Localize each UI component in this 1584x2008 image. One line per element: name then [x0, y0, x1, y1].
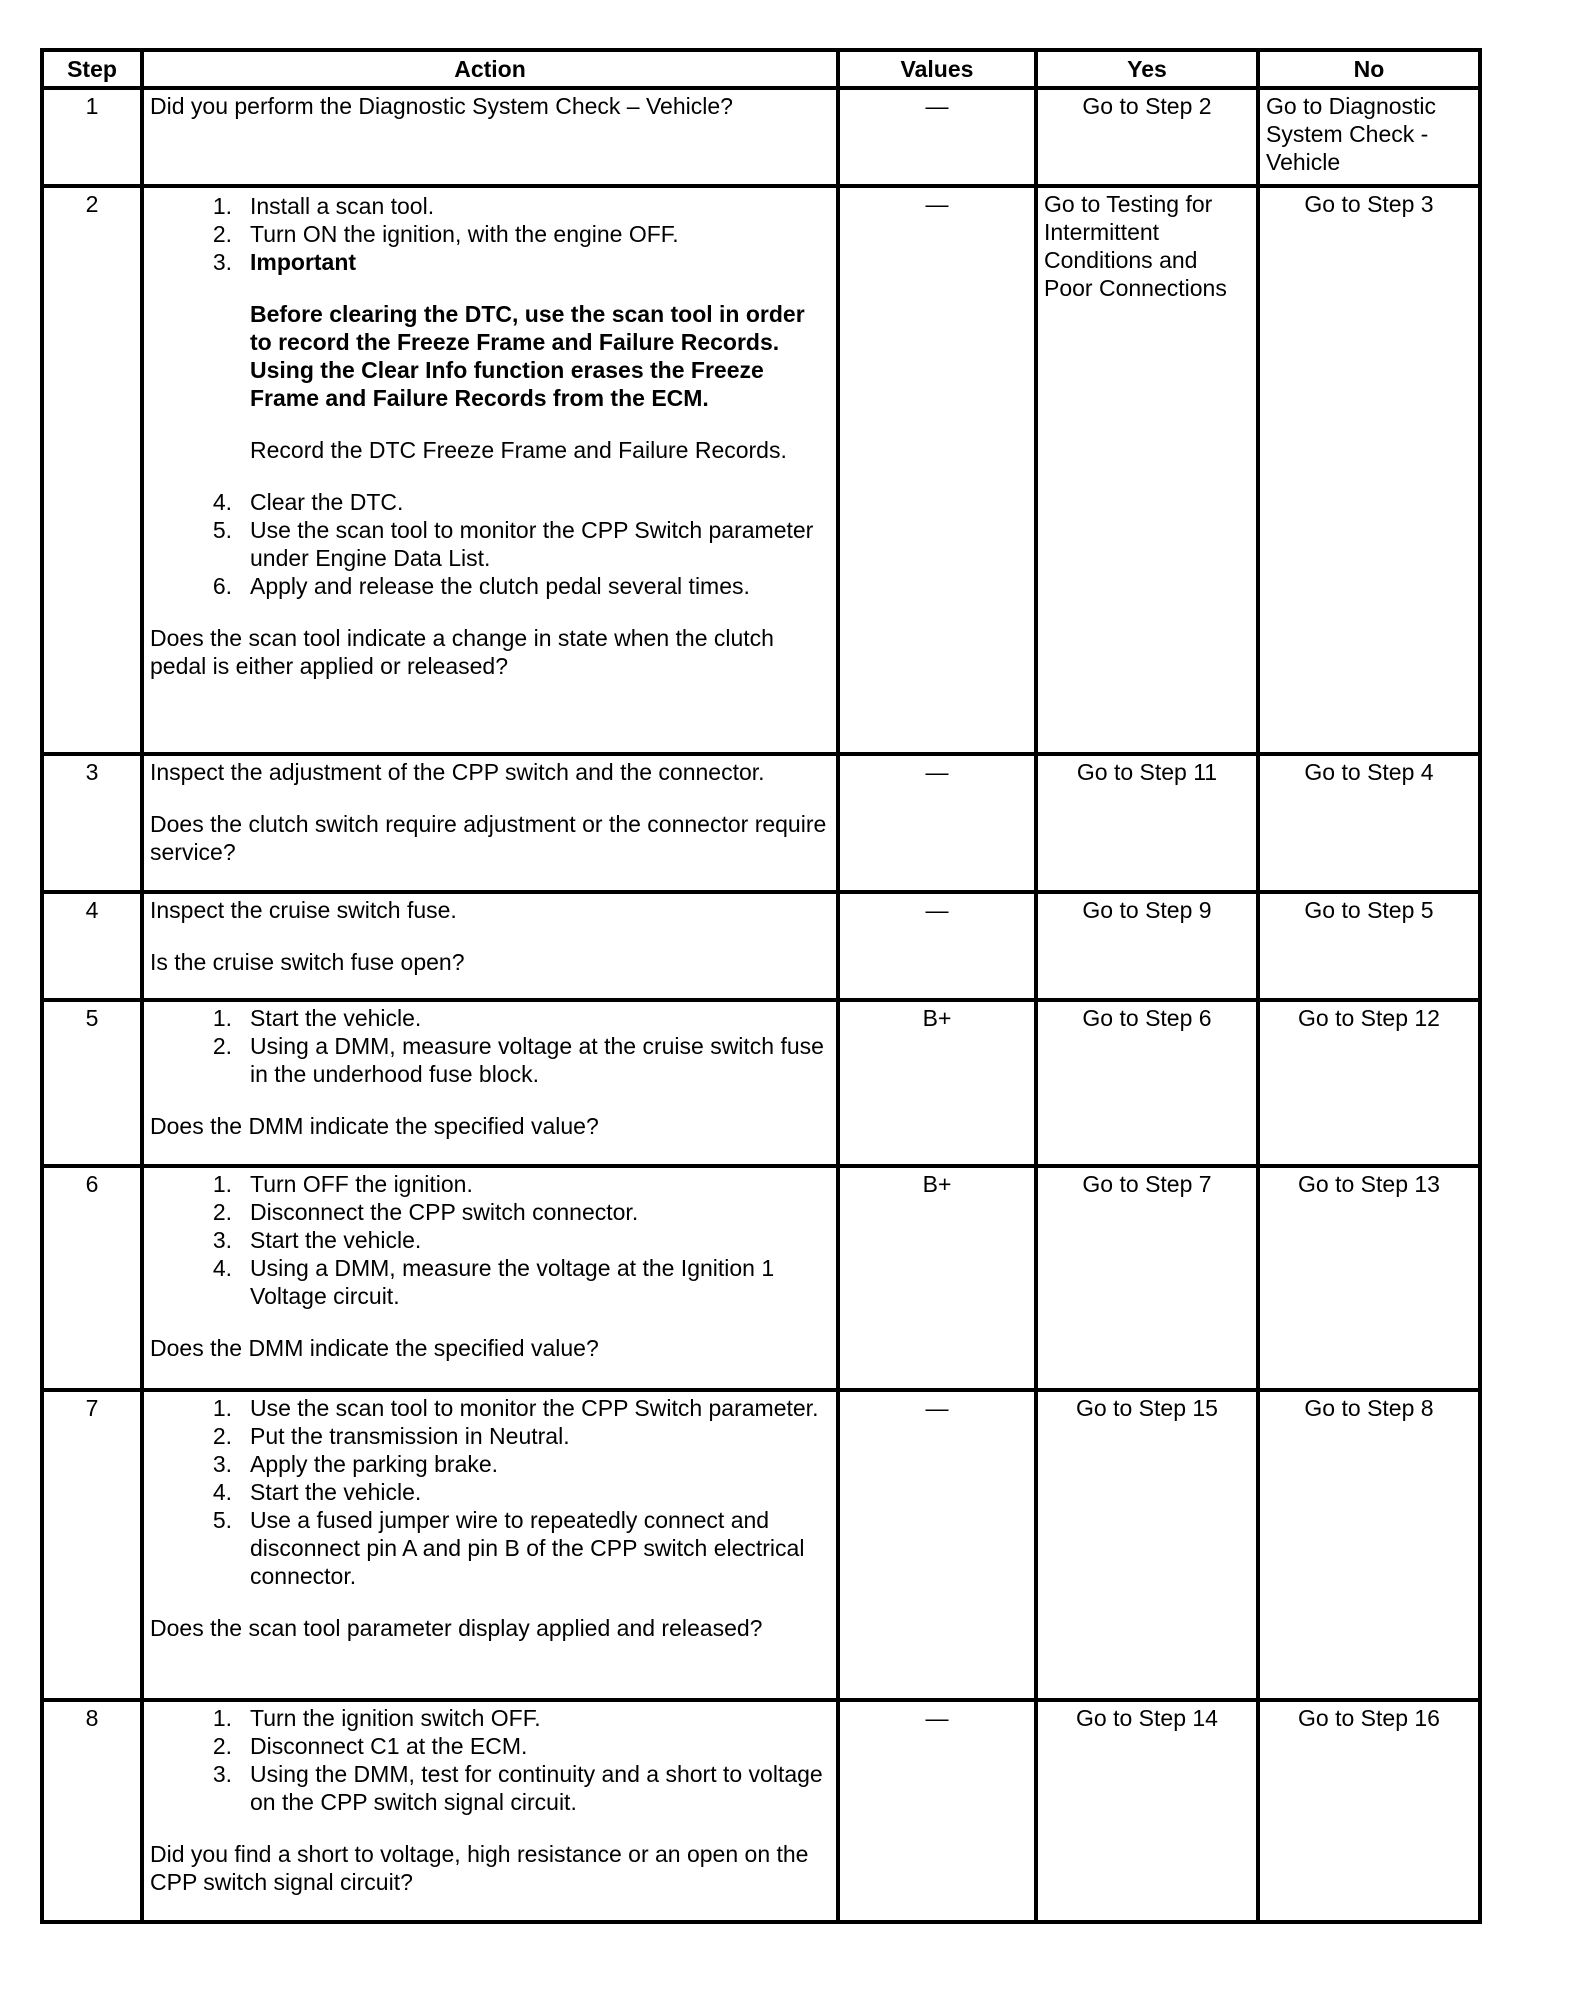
value-cell: —: [838, 1700, 1036, 1922]
table-row: [42, 892, 1480, 1000]
list-item: 3. Start the vehicle.: [212, 1227, 422, 1253]
value-cell: —: [838, 892, 1036, 1000]
important-text: Before clearing the DTC, use the scan tool in order to record the Freeze Frame and Failure Records. Using the Clear Info function erases the Freeze Frame and Failure Records from the ECM.: [250, 301, 805, 411]
action-steps: [150, 1394, 830, 1590]
list-item: 5. Use the scan tool to monitor the CPP Switch parameter under Engine Data List.: [212, 517, 814, 571]
action-cell: [142, 186, 838, 754]
step-number: 2: [42, 186, 142, 754]
step-number: 3: [42, 754, 142, 892]
table-row: [42, 754, 1480, 892]
value-cell: —: [838, 88, 1036, 186]
action-steps: [150, 1004, 830, 1088]
list-item: 1. Install a scan tool.: [212, 193, 435, 219]
action-cell: [142, 88, 838, 186]
action-question: Did you find a short to voltage, high resistance or an open on the CPP switch signal circuit?: [150, 1841, 809, 1895]
action-cell: [142, 1000, 838, 1166]
action-question: Is the cruise switch fuse open?: [150, 949, 465, 975]
list-item: 4. Clear the DTC.: [212, 489, 404, 515]
list-item: 5. Use a fused jumper wire to repeatedly connect and disconnect pin A and pin B of the CPP switch electrical connector.: [212, 1507, 805, 1589]
yes-cell: Go to Step 6: [1036, 1000, 1258, 1166]
list-item: 1. Use the scan tool to monitor the CPP Switch parameter.: [212, 1395, 819, 1421]
action-intro: Inspect the cruise switch fuse.: [150, 897, 457, 923]
no-cell: Go to Step 16: [1258, 1700, 1480, 1922]
header-values: Values: [838, 50, 1036, 88]
header-action: Action: [142, 50, 838, 88]
action-question: Did you perform the Diagnostic System Check – Vehicle?: [150, 93, 733, 119]
table-row: [42, 1700, 1480, 1922]
step-number: 1: [42, 88, 142, 186]
yes-cell: Go to Step 11: [1036, 754, 1258, 892]
action-cell: [142, 892, 838, 1000]
action-cell: [142, 1390, 838, 1700]
action-steps: [150, 192, 830, 600]
step-number: 8: [42, 1700, 142, 1922]
list-item: 1. Turn OFF the ignition.: [212, 1171, 473, 1197]
no-cell: Go to Step 13: [1258, 1166, 1480, 1390]
important-note: Record the DTC Freeze Frame and Failure Records.: [250, 437, 787, 463]
list-item: 2. Turn ON the ignition, with the engine OFF.: [212, 221, 679, 247]
list-item: 2. Using a DMM, measure voltage at the cruise switch fuse in the underhood fuse block.: [212, 1033, 824, 1087]
action-question: Does the DMM indicate the specified value?: [150, 1335, 599, 1361]
action-steps: [150, 1704, 830, 1816]
list-item: 3. Apply the parking brake.: [212, 1451, 499, 1477]
table-row: [42, 1000, 1480, 1166]
step-number: 5: [42, 1000, 142, 1166]
yes-cell: Go to Step 15: [1036, 1390, 1258, 1700]
table-row: [42, 88, 1480, 186]
list-item: 6. Apply and release the clutch pedal several times.: [212, 573, 750, 599]
header-yes: Yes: [1036, 50, 1258, 88]
value-cell: B+: [838, 1000, 1036, 1166]
yes-cell: Go to Step 9: [1036, 892, 1258, 1000]
action-question: Does the DMM indicate the specified value?: [150, 1113, 599, 1139]
value-cell: —: [838, 186, 1036, 754]
list-item: 4. Start the vehicle.: [212, 1479, 422, 1505]
step-number: 6: [42, 1166, 142, 1390]
header-no: No: [1258, 50, 1480, 88]
no-cell: Go to Diagnostic System Check - Vehicle: [1258, 88, 1480, 186]
header-step: Step: [42, 50, 142, 88]
action-cell: [142, 1700, 838, 1922]
yes-cell: Go to Step 7: [1036, 1166, 1258, 1390]
list-item: 3. Using the DMM, test for continuity and a short to voltage on the CPP switch signal circuit.: [212, 1761, 823, 1815]
action-cell: [142, 754, 838, 892]
value-cell: —: [838, 1390, 1036, 1700]
action-question: Does the scan tool indicate a change in state when the clutch pedal is either applied or released?: [150, 625, 774, 679]
action-intro: Inspect the adjustment of the CPP switch and the connector.: [150, 759, 765, 785]
action-question: Does the clutch switch require adjustment or the connector require service?: [150, 811, 827, 865]
table-row: [42, 1166, 1480, 1390]
list-item: 1. Start the vehicle.: [212, 1005, 422, 1031]
table-row: [42, 1390, 1480, 1700]
important-label: Important: [250, 249, 357, 275]
yes-cell: Go to Testing for Intermittent Conditions and Poor Connections: [1036, 186, 1258, 754]
no-cell: Go to Step 4: [1258, 754, 1480, 892]
diagnostic-table: [40, 48, 1482, 1924]
list-item: 2. Put the transmission in Neutral.: [212, 1423, 570, 1449]
value-cell: B+: [838, 1166, 1036, 1390]
list-item: 4. Using a DMM, measure the voltage at the Ignition 1 Voltage circuit.: [212, 1255, 775, 1309]
step-number: 4: [42, 892, 142, 1000]
table-row: [42, 186, 1480, 754]
action-steps: [150, 1170, 830, 1310]
value-cell: —: [838, 754, 1036, 892]
list-item: 2. Disconnect the CPP switch connector.: [212, 1199, 639, 1225]
step-number: 7: [42, 1390, 142, 1700]
list-item: 2. Disconnect C1 at the ECM.: [212, 1733, 528, 1759]
list-item: 1. Turn the ignition switch OFF.: [212, 1705, 541, 1731]
no-cell: Go to Step 5: [1258, 892, 1480, 1000]
no-cell: Go to Step 8: [1258, 1390, 1480, 1700]
no-cell: Go to Step 12: [1258, 1000, 1480, 1166]
yes-cell: Go to Step 14: [1036, 1700, 1258, 1922]
header-row: [42, 50, 1480, 88]
action-question: Does the scan tool parameter display applied and released?: [150, 1615, 763, 1641]
list-item: 3. Important Before clearing the DTC, use the scan tool in order to record the Freeze Frame and Failure Records. Using the Clear Info function erases the Freeze Frame and Failure Records from the ECM. Record the DTC Freeze Frame and Failure Records.: [150, 248, 830, 488]
action-cell: [142, 1166, 838, 1390]
yes-cell: Go to Step 2: [1036, 88, 1258, 186]
no-cell: Go to Step 3: [1258, 186, 1480, 754]
